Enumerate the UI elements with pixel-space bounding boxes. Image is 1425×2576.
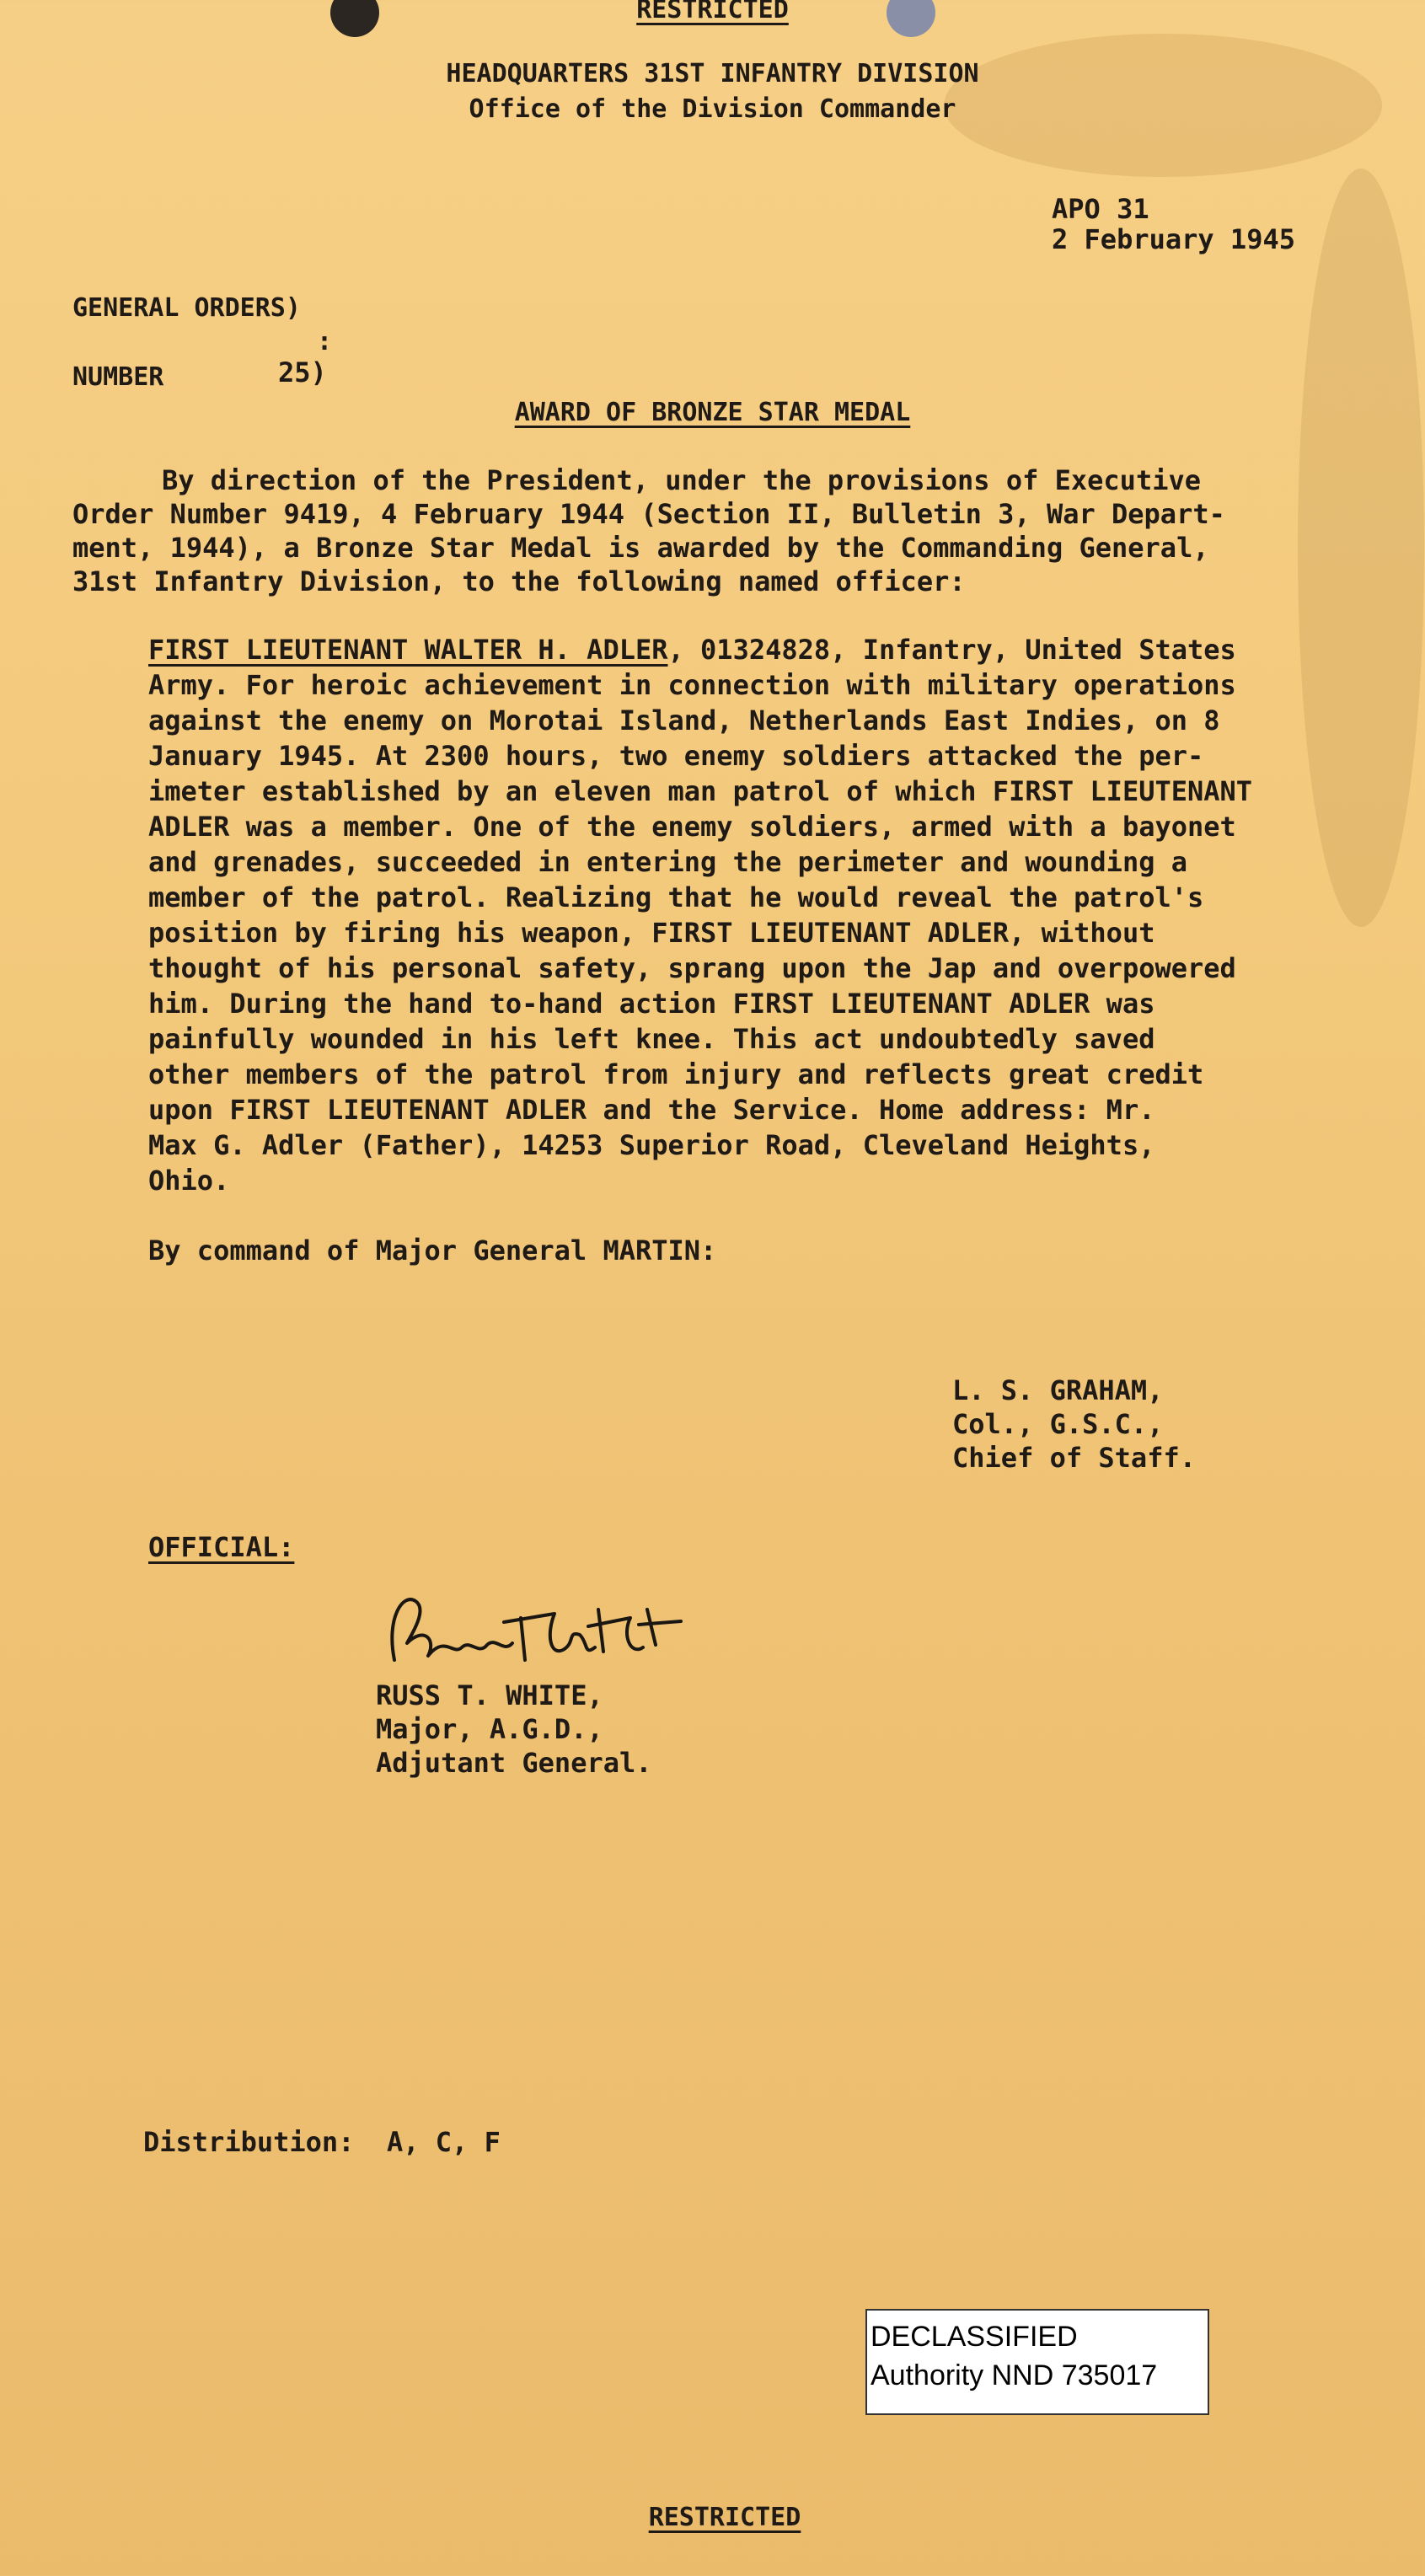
restricted-marking-bottom: RESTRICTED (648, 2503, 801, 2532)
citation-line: other members of the patrol from injury and reflects great credit (148, 1058, 1204, 1090)
general-orders-colon: : (317, 327, 333, 356)
citation-line: January 1945. At 2300 hours, two enemy soldiers attacked the per- (148, 740, 1204, 772)
apo-number: APO 31 (1052, 193, 1149, 225)
order-number: 25) (278, 356, 327, 388)
order-date: 2 February 1945 (1052, 223, 1295, 255)
office-line: Office of the Division Commander (469, 94, 956, 124)
chief-of-staff-name: L. S. GRAHAM, (952, 1374, 1164, 1406)
citation-line: ADLER was a member. One of the enemy soldiers, armed with a bayonet (148, 811, 1236, 843)
declassified-stamp (865, 2309, 1209, 2415)
citation-line: Max G. Adler (Father), 14253 Superior Road, Cleveland Heights, (148, 1129, 1155, 1161)
citation-line: Army. For heroic achievement in connection with military operations (148, 669, 1236, 701)
citation-line: member of the patrol. Realizing that he would reveal the patrol's (148, 881, 1204, 913)
citation-line: against the enemy on Morotai Island, Netherlands East Indies, on 8 (148, 704, 1220, 736)
adjutant-rank: Major, A.G.D., (376, 1713, 603, 1745)
chief-of-staff-rank: Col., G.S.C., (952, 1408, 1164, 1440)
general-orders-label: GENERAL ORDERS) (72, 293, 301, 323)
headquarters-line: HEADQUARTERS 31ST INFANTRY DIVISION (446, 59, 979, 88)
declassified-label: DECLASSIFIED (871, 2321, 1078, 2353)
citation-line: him. During the hand to-hand action FIRST LIEUTENANT ADLER was (148, 988, 1155, 1020)
adjutant-name: RUSS T. WHITE, (376, 1679, 603, 1711)
citation-name: FIRST LIEUTENANT WALTER H. ADLER (148, 634, 668, 666)
citation-line: imeter established by an eleven man patrol of which FIRST LIEUTENANT (148, 775, 1253, 807)
citation-line: and grenades, succeeded in entering the perimeter and wounding a (148, 846, 1187, 878)
official-label: OFFICIAL: (148, 1531, 295, 1563)
citation-line-first (148, 632, 1236, 667)
citation-line: painfully wounded in his left knee. This act undoubtedly saved (148, 1023, 1155, 1055)
intro-line: Order Number 9419, 4 February 1944 (Section II, Bulletin 3, War Depart- (72, 498, 1225, 530)
distribution-line: Distribution: A, C, F (143, 2126, 501, 2158)
by-command-line: By command of Major General MARTIN: (148, 1234, 717, 1267)
paper-stain (1298, 169, 1424, 927)
declassified-authority: Authority NND 735017 (871, 2359, 1158, 2391)
intro-line: 31st Infantry Division, to the following named officer: (72, 565, 966, 597)
citation-line: upon FIRST LIEUTENANT ADLER and the Service. Home address: Mr. (148, 1094, 1155, 1126)
intro-line: ment, 1944), a Bronze Star Medal is awarded by the Commanding General, (72, 532, 1209, 564)
restricted-marking-top: RESTRICTED (636, 0, 789, 24)
award-title: AWARD OF BRONZE STAR MEDAL (514, 398, 911, 427)
intro-line: By direction of the President, under the provisions of Executive (162, 464, 1201, 496)
citation-line: thought of his personal safety, sprang upon the Jap and overpowered (148, 952, 1236, 984)
citation-first-rest: , 01324828, Infantry, United States (667, 634, 1236, 666)
citation-line: position by firing his weapon, FIRST LIEUTENANT ADLER, without (148, 917, 1155, 949)
chief-of-staff-title: Chief of Staff. (952, 1442, 1196, 1474)
handwritten-signature (378, 1584, 698, 1677)
adjutant-title: Adjutant General. (376, 1747, 652, 1779)
citation-line: Ohio. (148, 1165, 230, 1197)
number-label: NUMBER (72, 362, 164, 392)
